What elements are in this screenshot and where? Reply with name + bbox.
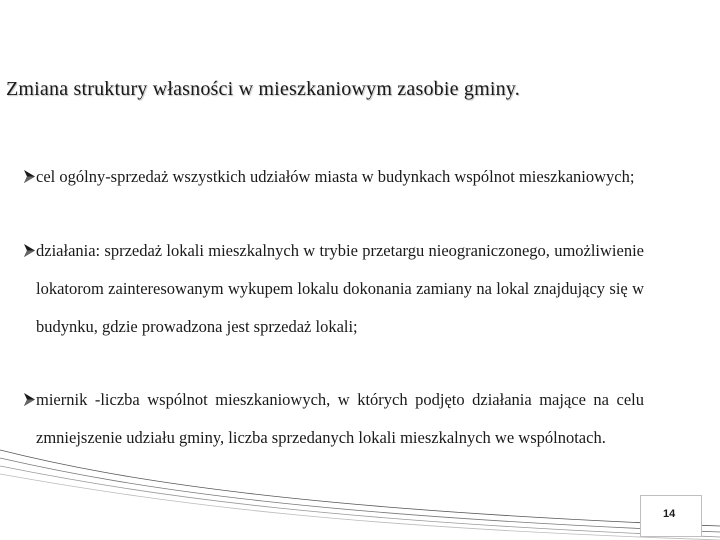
bullet-text: miernik -liczba wspólnot mieszkaniowych, w których podjęto działania mające na celu zmniejszenie udziału gminy, liczba sprzedanych lokali mieszkalnych we wspólnotach. — [36, 390, 644, 447]
arrow-bullet-icon — [24, 244, 35, 257]
arrow-bullet-icon — [24, 170, 35, 183]
arrow-bullet-icon — [24, 393, 35, 406]
bullet-text: cel ogólny-sprzedaż wszystkich udziałów miasta w budynkach wspólnot mieszkaniowych; — [36, 167, 635, 186]
slide-title: Zmiana struktury własności w mieszkaniowym zasobie gminy. — [6, 78, 520, 100]
bullet-item — [18, 232, 644, 346]
decorative-swoosh-lines — [0, 440, 720, 540]
bullet-item — [18, 158, 644, 196]
bullet-text: działania: sprzedaż lokali mieszkalnych w trybie przetargu nieograniczonego, umożliwienie lokatorom zainteresowanym wykupem lokalu dokonania zamiany na lokal znajdujący się w budynku, gdzie prowadzona jest sprzedaż lokali; — [36, 241, 644, 336]
page-number: 14 — [663, 508, 676, 520]
